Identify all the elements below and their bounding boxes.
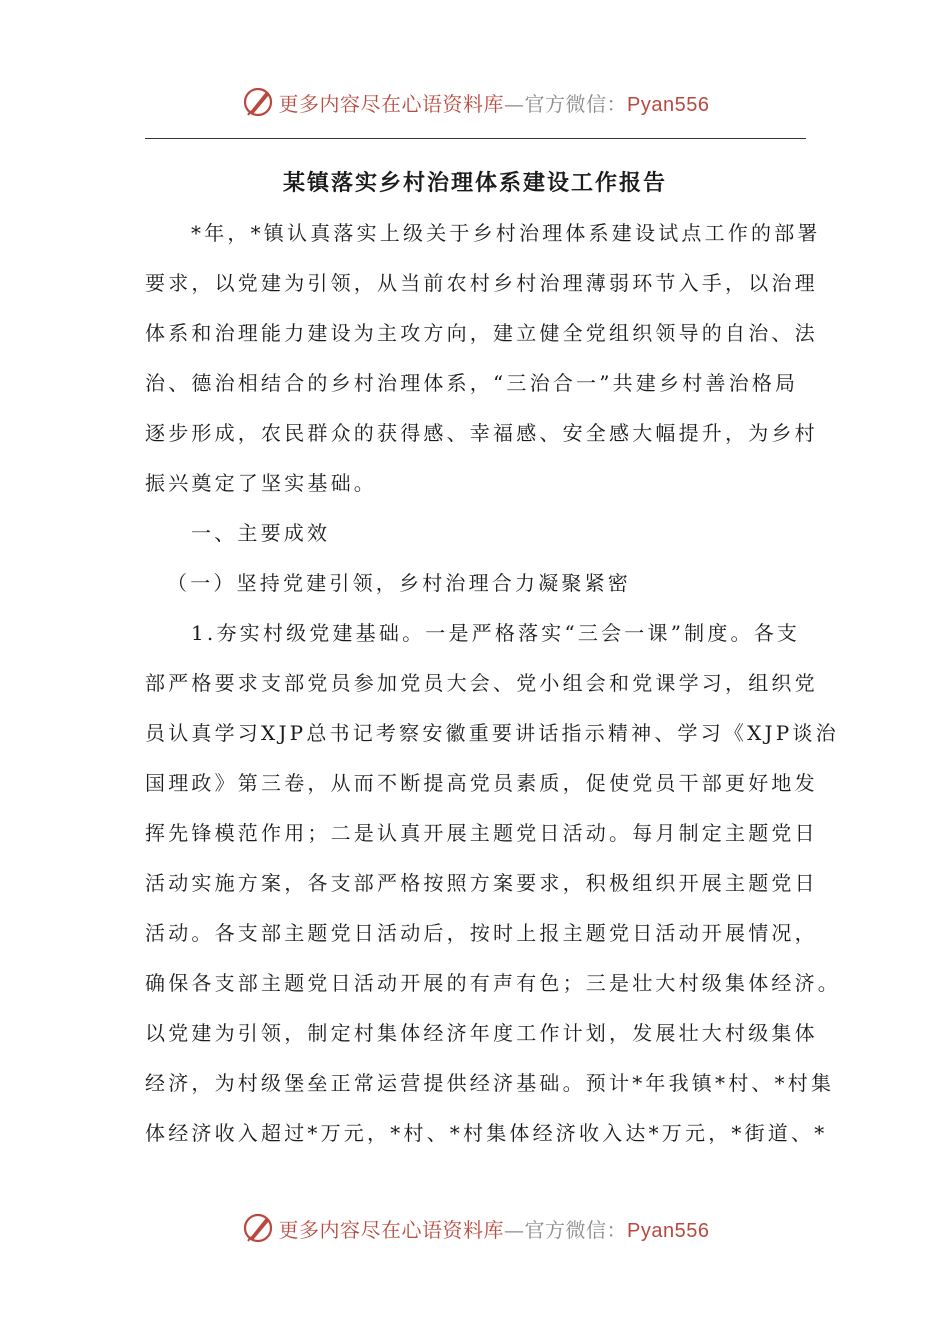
document-title: 某镇落实乡村治理体系建设工作报告 — [282, 170, 667, 196]
paragraph-line: 国理政》第三卷，从而不断提高党员素质，促使党员干部更好地发 — [145, 771, 818, 795]
banner-site-text: 更多内容尽在心语资料库 — [278, 1217, 505, 1242]
paragraph-line: 经济，为村级堡垒正常运营提供经济基础。预计*年我镇*村、*村集 — [145, 1071, 835, 1095]
banner-dash: — — [504, 1217, 525, 1242]
paragraph-line: 振兴奠定了坚实基础。 — [145, 471, 377, 495]
header-watermark-banner — [0, 82, 950, 122]
paragraph-line: 确保各支部主题党日活动开展的有声有色；三是壮大村级集体经济。 — [145, 971, 841, 995]
paragraph-line: 体经济收入超过*万元，*村、*村集体经济收入达*万元，*街道、* — [145, 1121, 828, 1145]
banner-wechat-label: 官方微信： — [524, 91, 628, 116]
paragraph-line: 以党建为引领，制定村集体经济年度工作计划，发展壮大村级集体 — [145, 1021, 818, 1045]
subsection-heading: （一）坚持党建引领，乡村治理合力凝聚紧密 — [167, 571, 631, 595]
banner-text — [279, 1214, 710, 1243]
header-divider — [145, 138, 806, 139]
banner-site-text: 更多内容尽在心语资料库 — [278, 91, 505, 116]
document-body — [145, 208, 841, 1158]
footer-watermark-banner — [0, 1208, 950, 1248]
paragraph-line: *年，*镇认真落实上级关于乡村治理体系建设试点工作的部署 — [191, 221, 821, 245]
paragraph-line: 逐步形成，农民群众的获得感、幸福感、安全感大幅提升，为乡村 — [145, 421, 818, 445]
paragraph-line: 挥先锋模范作用；二是认真开展主题党日活动。每月制定主题党日 — [145, 821, 818, 845]
paragraph-line: 员认真学习XJP总书记考察安徽重要讲话指示精神、学习《XJP谈治 — [145, 721, 839, 745]
paragraph-line: 活动实施方案，各支部严格按照方案要求，积极组织开展主题党日 — [145, 871, 818, 895]
banner-dash: — — [504, 91, 525, 116]
pen-logo-icon — [241, 1211, 275, 1245]
paragraph-line: 部严格要求支部党员参加党员大会、党小组会和党课学习，组织党 — [145, 671, 818, 695]
banner-wechat-id: Pyan556 — [627, 93, 710, 116]
paragraph-line: 活动。各支部主题党日活动后，按时上报主题党日活动开展情况， — [145, 921, 818, 945]
paragraph-line: 1.夯实村级党建基础。一是严格落实“三会一课”制度。各支 — [191, 621, 801, 645]
banner-text — [279, 88, 710, 117]
paragraph-line: 治、德治相结合的乡村治理体系，“三治合一”共建乡村善治格局 — [145, 371, 799, 395]
banner-wechat-label: 官方微信： — [524, 1217, 628, 1242]
section-heading: 一、主要成效 — [191, 521, 331, 545]
paragraph-line: 体系和治理能力建设为主攻方向，建立健全党组织领导的自治、法 — [145, 321, 818, 345]
paragraph-line: 要求，以党建为引领，从当前农村乡村治理薄弱环节入手，以治理 — [145, 271, 818, 295]
banner-wechat-id: Pyan556 — [627, 1219, 710, 1242]
pen-logo-icon — [241, 85, 275, 119]
